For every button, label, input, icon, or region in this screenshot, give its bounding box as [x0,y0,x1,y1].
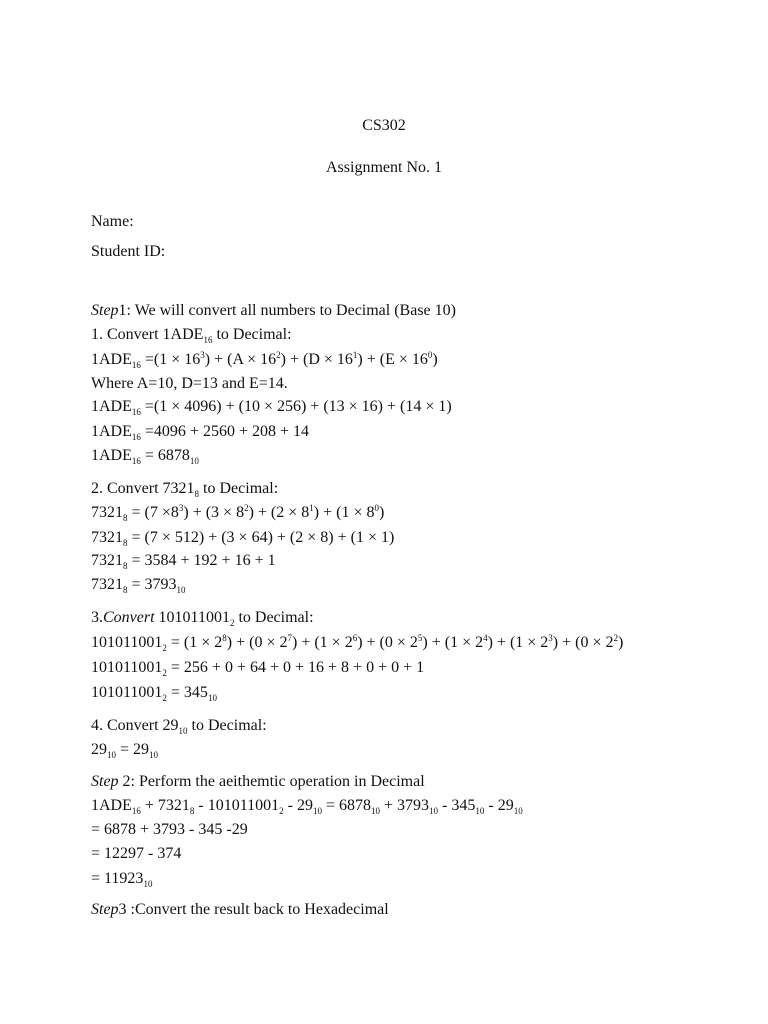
subscript: 10 [178,726,188,736]
text-segment: - 101011001 [194,797,280,814]
text-segment: ) [432,351,438,368]
subscript: 10 [429,806,439,816]
text-segment: - 29 [283,797,313,814]
text-segment: ) + (D × 16 [280,351,353,368]
text-segment: = 29 [116,741,150,758]
subscript: 2 [279,806,284,816]
math-line [91,352,438,368]
math-line [91,685,217,701]
subscript: 8 [194,489,200,499]
subscript: 8 [123,585,128,595]
text-segment: 7321 [91,552,123,569]
text-segment: = 345 [166,684,208,701]
text-segment: ) [618,634,624,651]
text-segment: Step [91,302,119,319]
text-segment: 7321 [91,504,123,521]
math-line [91,303,456,319]
subscript: 10 [176,585,186,595]
subscript: 10 [312,806,322,816]
text-segment: to Decimal: [212,326,292,343]
subscript: 16 [131,407,141,417]
superscript: 0 [374,503,379,513]
text-segment: = 3793 [127,576,177,593]
text-segment: 101011001 [91,659,163,676]
superscript: 6 [352,633,358,643]
subscript: 16 [203,335,213,345]
text-segment: 1ADE [91,351,132,368]
text-segment: + 7321 [140,797,190,814]
superscript: 4 [483,633,488,643]
text-segment: 1. Convert 1ADE [91,326,204,343]
text-segment: =4096 + 2560 + 208 + 14 [140,423,309,440]
text-segment: to Decimal: [234,609,314,626]
subscript: 10 [371,806,381,816]
text-segment: =(1 × 4096) + (10 × 256) + (13 × 16) + (14 × 1) [140,398,452,415]
math-line [91,846,181,862]
superscript: 8 [222,633,227,643]
text-segment: ) + (0 × 2 [357,634,418,651]
name-label: Name: [91,213,134,230]
subscript: 10 [149,750,159,760]
text-segment: = 11923 [91,870,144,887]
text-segment: 29 [91,741,107,758]
math-line [91,610,314,626]
math-line [91,448,199,464]
page-title: CS302 [362,117,406,134]
text-segment: ) [378,504,385,521]
text-segment: 3 :Convert the result back to Hexadecimal [118,901,389,918]
text-segment: = 256 + 0 + 64 + 0 + 16 + 8 + 0 + 0 + 1 [166,659,425,676]
text-segment: 7321 [91,576,123,593]
superscript: 2 [244,503,249,513]
text-segment: = 12297 - 374 [91,845,182,862]
math-line [91,774,425,790]
math-line [91,718,267,734]
text-segment: 101011001 [154,609,230,626]
text-segment: =(1 × 16 [140,351,201,368]
text-segment: 2: Perform the aeithemtic operation in Decimal [118,773,425,790]
math-line [91,505,384,521]
math-line [91,530,394,546]
subscript: 8 [123,561,128,571]
superscript: 0 [427,350,433,360]
text-segment: 101011001 [91,634,163,651]
text-segment: ) + (1 × 2 [487,634,549,651]
text-segment: Step [91,773,119,790]
text-segment: 1ADE [91,398,132,415]
text-segment: = 6878 + 3793 - 345 -29 [91,821,248,838]
subscript: 8 [123,513,128,523]
subscript: 16 [131,456,141,466]
superscript: 2 [613,633,618,643]
text-segment: ) + (A × 16 [204,351,277,368]
text-segment: ) + (2 × 8 [248,504,310,521]
text-segment: ) + (E × 16 [357,351,428,368]
text-segment: ) + (0 × 2 [226,634,288,651]
text-segment: 101011001 [91,684,163,701]
math-line [91,553,276,569]
subscript: 10 [513,806,523,816]
text-segment: Where A=10, D=13 and E=14. [91,375,288,392]
subscript: 10 [189,456,199,466]
subscript: 10 [207,693,217,703]
text-segment: Convert [103,609,155,626]
text-segment: - 345 [438,797,476,814]
superscript: 3 [548,633,553,643]
math-line [91,871,152,887]
page-subtitle: Assignment No. 1 [326,159,442,176]
text-segment: + 3793 [380,797,430,814]
subscript: 8 [123,538,128,548]
subscript: 10 [143,879,153,889]
text-segment: Step [91,901,119,918]
math-line [91,481,278,497]
text-segment: 7321 [91,529,123,546]
math-line [91,798,523,814]
text-segment: ) + (1 × 2 [291,634,353,651]
text-segment: ) + (0 × 2 [552,634,614,651]
math-line [91,424,309,440]
subscript: 10 [475,806,485,816]
subscript: 2 [162,643,167,653]
math-line [91,577,186,593]
text-segment: = (1 × 2 [166,634,223,651]
text-segment: 3. [91,609,103,626]
superscript: 1 [352,350,358,360]
text-segment: 1ADE [91,423,132,440]
text-segment: = (7 × 512) + (3 × 64) + (2 × 8) + (1 × 1) [127,529,395,546]
text-segment: = 6878 [140,447,190,464]
superscript: 3 [200,350,205,360]
math-line [91,635,623,651]
subscript: 10 [107,750,116,760]
text-segment: = 3584 + 192 + 16 + 1 [127,552,276,569]
math-line [91,660,424,676]
text-segment: to Decimal: [187,717,267,734]
subscript: 2 [162,668,167,678]
student-id-label: Student ID: [91,243,166,260]
superscript: 7 [287,633,292,643]
superscript: 5 [417,633,423,643]
subscript: 2 [229,618,235,628]
text-segment: ) + (1 × 2 [422,634,484,651]
subscript: 16 [131,432,141,442]
math-line [91,376,288,392]
subscript: 16 [131,360,141,370]
superscript: 2 [276,350,281,360]
subscript: 2 [162,693,167,703]
text-segment: ) + (3 × 8 [183,504,245,521]
subscript: 8 [189,806,195,816]
text-segment: 1ADE [91,447,132,464]
superscript: 1 [309,503,314,513]
text-segment: - 29 [484,797,514,814]
text-segment: 1: We will convert all numbers to Decimal (Base 10) [118,302,456,319]
math-line [91,742,158,758]
math-line [91,902,389,918]
math-line [91,822,248,838]
math-line [91,327,292,343]
math-line [91,399,452,415]
text-segment: 1ADE [91,797,132,814]
text-segment: ) + (1 × 8 [313,504,375,521]
superscript: 3 [178,503,184,513]
text-segment: 2. Convert 7321 [91,480,195,497]
text-segment: 4. Convert 29 [91,717,179,734]
text-segment: to Decimal: [199,480,279,497]
text-segment: = 6878 [321,797,372,814]
text-segment: = (7 ×8 [127,504,179,521]
subscript: 16 [131,806,141,816]
